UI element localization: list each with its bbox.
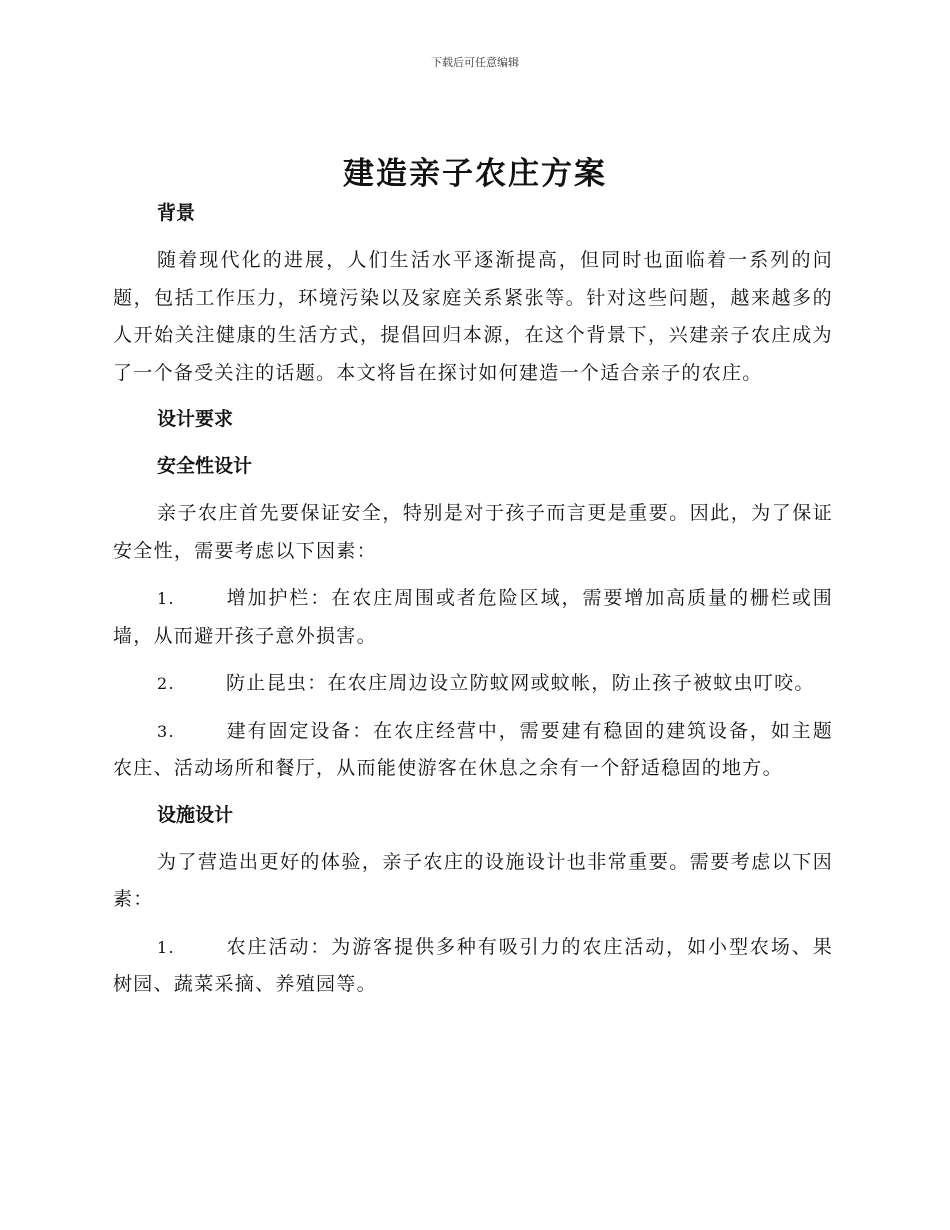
list-item-number: 2.: [157, 674, 175, 693]
list-item: [113, 580, 833, 655]
list-item-number: 1.: [157, 937, 175, 957]
paragraph-facility-intro: 为了营造出更好的体验，亲子农庄的设施设计也非常重要。需要考虑以下因素：: [113, 850, 833, 910]
heading-design-requirements: 设计要求: [157, 408, 234, 430]
list-item-text: 增加护栏：在农庄周围或者危险区域，需要增加高质量的栅栏或围墙，从而避开孩子意外损害。: [113, 587, 833, 647]
paragraph-background: 随着现代化的进展，人们生活水平逐渐提高，但同时也面临着一系列的问题，包括工作压力，环境污染以及家庭关系紧张等。针对这些问题，越来越多的人开始关注健康的生活方式，提倡回归本源，在这个背景下，兴建亲子农庄成为了一个备受关注的话题。本文将旨在探讨如何建造一个适合亲子的农庄。: [113, 249, 833, 384]
list-item-text: 防止昆虫：在农庄周边设立防蚊网或蚊帐，防止孩子被蚊虫叮咬。: [226, 672, 815, 694]
list-item: [113, 929, 833, 1004]
heading-background: 背景: [157, 202, 196, 224]
list-item-number: 1.: [157, 589, 175, 608]
heading-safety-design: 安全性设计: [157, 455, 253, 477]
heading-facility-design: 设施设计: [157, 803, 234, 826]
list-item-text: 农庄活动：为游客提供多种有吸引力的农庄活动，如小型农场、果树园、蔬菜采摘、养殖园等。: [113, 935, 833, 995]
list-item: [113, 713, 833, 788]
document-body: [113, 196, 833, 1004]
header-note: 下载后可任意编辑: [431, 56, 519, 69]
list-item-text: 建有固定设备：在农庄经营中，需要建有稳固的建筑设备，如主题农庄、活动场所和餐厅，从而能使游客在休息之余有一个舒适稳固的地方。: [113, 719, 833, 779]
paragraph-safety-intro: 亲子农庄首先要保证安全，特别是对于孩子而言更是重要。因此，为了保证安全性，需要考虑以下因素：: [113, 502, 833, 562]
list-item-number: 3.: [157, 721, 175, 741]
document-title: 建造亲子农庄方案: [343, 156, 607, 192]
list-item: [113, 665, 833, 703]
